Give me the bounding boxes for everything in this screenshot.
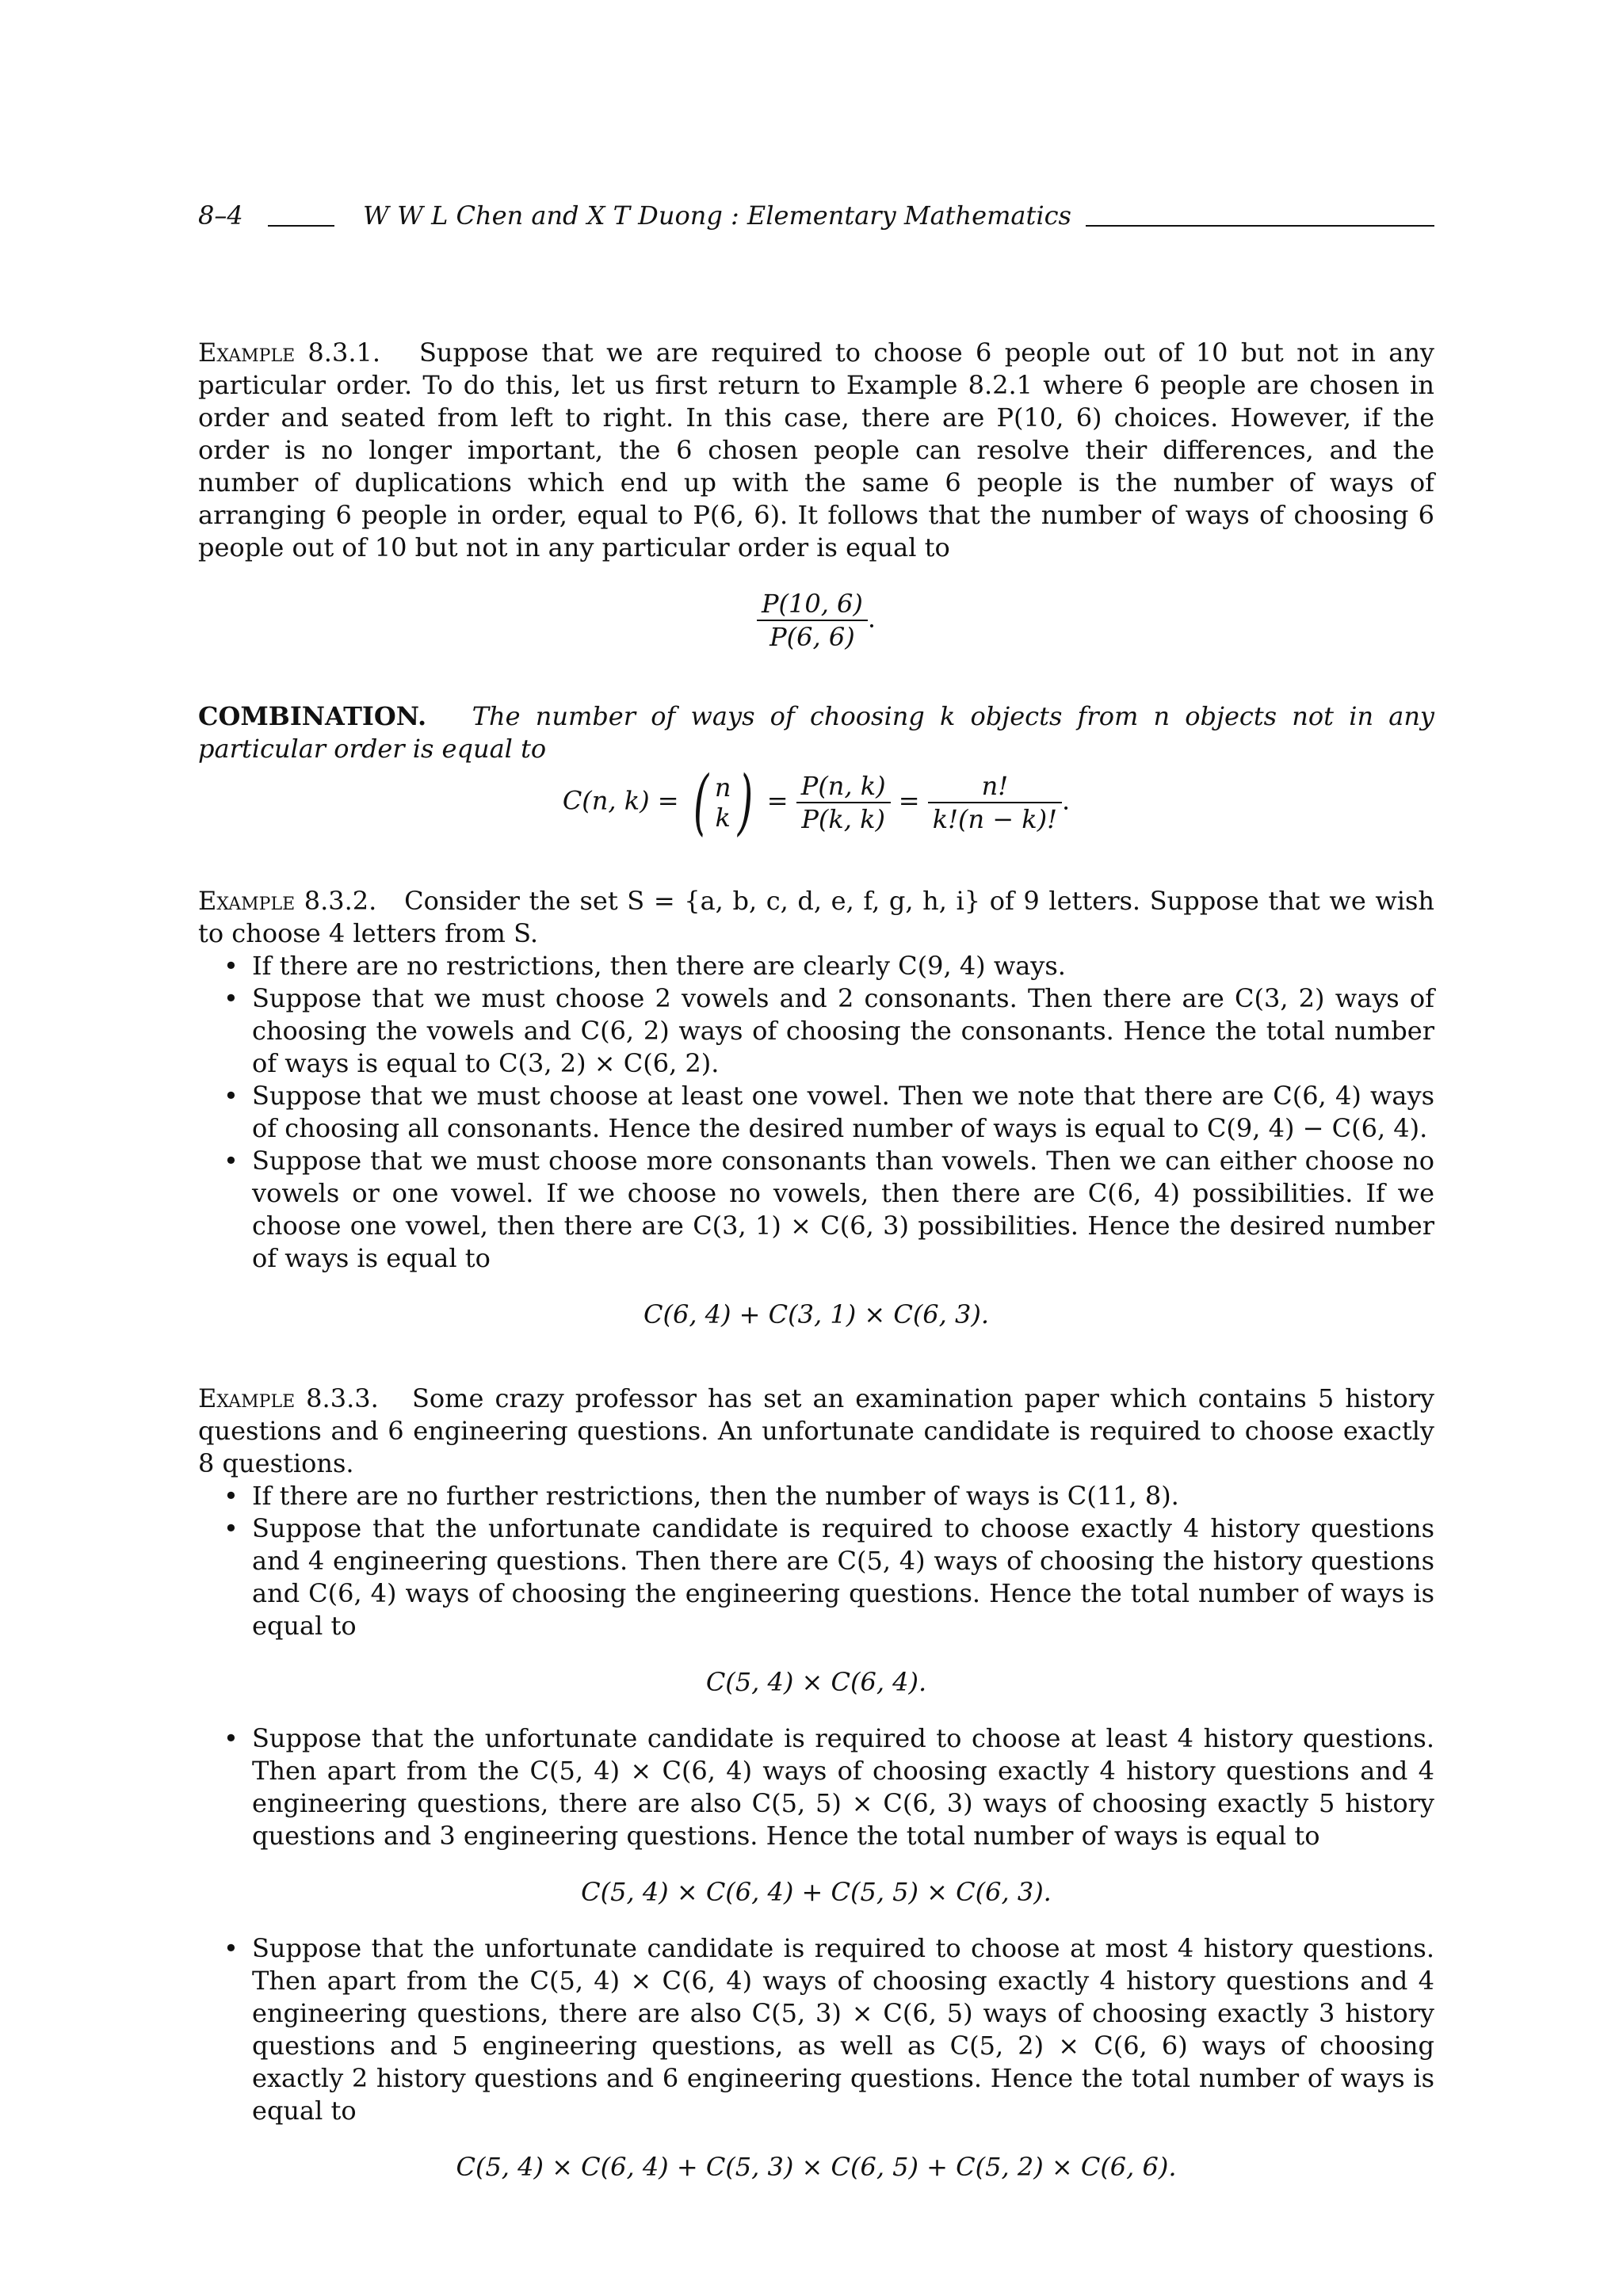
display-equation: C(5, 4) × C(6, 4).	[705, 1667, 927, 1697]
example-text: Suppose that we are required to choose 6 people out of 10 but not in any particular order. To do this, let us first return to Example 8.2.1 where 6 people are chosen in order and seated from left to right. In this case, there are P(10, 6) choices. However, if the order is no longer important, the 6 chosen people can resolve their differences, and the number of duplications which end up with the same 6 people is the number of ways of arranging 6 people in order, equal to P(6, 6). It follows that the number of ways of choosing 6 people out of 10 but not in any particular order is equal to	[198, 338, 1435, 563]
list-item: • Suppose that the unfortunate candidate is required to choose at most 4 history questions. Then apart from the C(5, 4) × C(6, 4) ways of choosing exactly 4 history questions and 4 engineering questions, there are also C(5, 3) × C(6, 5) ways of choosing exactly 3 history questions and 5 engineering questions, as well as C(5, 2) × C(6, 6) ways of choosing exactly 2 history questions and 6 engineering questions. Hence the total number of ways is equal to	[223, 1933, 1434, 2126]
combination-definition	[198, 700, 1434, 844]
fraction-denominator: P(k, k)	[801, 804, 886, 834]
binomial-coefficient: ( n k )	[693, 761, 753, 844]
list-item: • Suppose that we must choose 2 vowels and 2 consonants. Then there are C(3, 2) ways of choosing the vowels and C(6, 2) ways of choosing the consonants. Hence the total number of ways is equal to C(3, 2) × C(6, 2).	[223, 983, 1434, 1078]
list-item-text: Suppose that we must choose more consonants than vowels. Then we can either choose no vowels or one vowel. If we choose no vowels, then there are C(6, 4) possibilities. If we choose one vowel, then there are C(3, 1) × C(6, 3) possibilities. Hence the desired number of ways is equal to	[252, 1146, 1434, 1273]
formula-lhs: C(n, k)	[562, 785, 650, 816]
example-label: Example 8.3.2.	[198, 886, 377, 916]
binom-bottom: k	[715, 803, 731, 833]
binom-top: n	[714, 772, 731, 803]
fraction-denominator: P(6, 6)	[769, 622, 855, 652]
example-intro: Some crazy professor has set an examination paper which contains 5 history questions and 6 engineering questions. An unfortunate candidate is required to choose exactly 8 questions.	[198, 1383, 1435, 1478]
example-label: Example 8.3.3.	[198, 1383, 379, 1413]
example-8-3-3	[198, 1383, 1434, 2183]
list-item: • Suppose that we must choose at least one vowel. Then we note that there are C(6, 4) ways of choosing all consonants. Hence the desired number of ways is equal to C(9, 4) − C(6, 4).	[223, 1081, 1434, 1143]
header-rule-right	[1086, 225, 1434, 227]
example-paragraph	[198, 337, 1434, 564]
display-equation: C(5, 4) × C(6, 4) + C(5, 3) × C(6, 5) + C(5, 2) × C(6, 6).	[456, 2152, 1177, 2182]
display-equation: C(6, 4) + C(3, 1) × C(6, 3).	[643, 1299, 990, 1329]
fraction	[757, 588, 868, 653]
list-item: • Suppose that we must choose more consonants than vowels. Then we can either choose no vowels or one vowel. If we choose no vowels, then there are C(6, 4) possibilities. If we choose one vowel, then there are C(3, 1) × C(6, 3) possibilities. Hence the desired number of ways is equal to	[223, 1146, 1434, 1273]
list-item-text: If there are no restrictions, then there are clearly C(9, 4) ways.	[252, 951, 1066, 981]
page-number: 8–4	[198, 200, 243, 231]
fraction-numerator: P(n, k)	[796, 770, 891, 803]
list-item-text: Suppose that we must choose 2 vowels and 2 consonants. Then there are C(3, 2) ways of choosing the vowels and C(6, 2) ways of choosing the consonants. Hence the total number of ways is equal to C(3, 2) × C(6, 2).	[252, 983, 1434, 1078]
fraction-numerator: P(10, 6)	[757, 588, 868, 621]
list-item-text: If there are no further restrictions, then the number of ways is C(11, 8).	[252, 1481, 1179, 1511]
fraction	[796, 770, 891, 835]
definition-statement	[198, 700, 1434, 765]
example-8-3-2	[198, 885, 1434, 1331]
fraction-numerator: n!	[928, 770, 1062, 803]
fraction-denominator: k!(n − k)!	[932, 804, 1058, 834]
display-equation: C(5, 4) × C(6, 4) + C(5, 5) × C(6, 3).	[581, 1877, 1052, 1907]
definition-text: The number of ways of choosing k objects from n objects not in any particular order is equal to	[198, 701, 1434, 764]
example-8-3-1	[198, 337, 1434, 653]
bullet-list	[198, 1480, 1434, 1642]
bullet-list	[198, 950, 1434, 1275]
list-item-text: Suppose that we must choose at least one vowel. Then we note that there are C(6, 4) ways of choosing all consonants. Hence the desired number of ways is equal to C(9, 4) − C(6, 4).	[252, 1081, 1434, 1143]
example-intro: Consider the set S = {a, b, c, d, e, f, g, h, i} of 9 letters. Suppose that we wish to choose 4 letters from S.	[198, 886, 1435, 948]
fraction	[928, 770, 1062, 835]
list-item: • Suppose that the unfortunate candidate is required to choose exactly 4 history questions and 4 engineering questions. Then there are C(5, 4) ways of choosing the history questions and C(6, 4) ways of choosing the engineering questions. Hence the total number of ways is equal to	[223, 1513, 1434, 1641]
page	[198, 0, 1434, 2296]
example-paragraph	[198, 1383, 1434, 1480]
bullet-list	[198, 1932, 1434, 2127]
display-equation: $\frac{P(10, 6)}{P(6, 6)}$ .	[198, 588, 1434, 653]
bullet-list	[198, 1722, 1434, 1852]
list-item: • If there are no further restrictions, then the number of ways is C(11, 8).	[223, 1481, 1179, 1511]
list-item: • Suppose that the unfortunate candidate is required to choose at least 4 history questions. Then apart from the C(5, 4) × C(6, 4) ways of choosing exactly 4 history questions and 4 engineering questions, there are also C(5, 5) × C(6, 3) ways of choosing exactly 5 history questions and 3 engineering questions. Hence the total number of ways is equal to	[223, 1723, 1434, 1851]
list-item: • If there are no restrictions, then there are clearly C(9, 4) ways.	[223, 951, 1066, 981]
header-rule-left	[268, 225, 334, 227]
definition-heading: COMBINATION.	[198, 701, 427, 731]
list-item-text: Suppose that the unfortunate candidate is required to choose at least 4 history questions. Then apart from the C(5, 4) × C(6, 4) ways of choosing exactly 4 history questions and 4 engineering questions, there are also C(5, 5) × C(6, 3) ways of choosing exactly 5 history questions and 3 engineering questions. Hence the total number of ways is equal to	[252, 1723, 1434, 1851]
example-label: Example 8.3.1.	[198, 338, 381, 368]
example-paragraph	[198, 885, 1434, 950]
list-item-text: Suppose that the unfortunate candidate is required to choose at most 4 history questions. Then apart from the C(5, 4) × C(6, 4) ways of choosing exactly 4 history questions and 4 engineering questions, there are also C(5, 3) × C(6, 5) ways of choosing exactly 3 history questions and 5 engineering questions, as well as C(5, 2) × C(6, 6) ways of choosing exactly 2 history questions and 6 engineering questions. Hence the total number of ways is equal to	[252, 1933, 1434, 2126]
running-head	[198, 200, 1434, 235]
running-title: W W L Chen and X T Duong : Elementary Mathematics	[363, 200, 1071, 231]
list-item-text: Suppose that the unfortunate candidate is required to choose exactly 4 history questions and 4 engineering questions. Then there are C(5, 4) ways of choosing the history questions and C(6, 4) ways of choosing the engineering questions. Hence the total number of ways is equal to	[252, 1513, 1434, 1641]
combination-formula: C(n, k) = ( n k ) = $\frac{P(n, k)}{P(k, k)}$ = $\frac{n!}{k!(n - k)!}$ .	[562, 761, 1071, 844]
